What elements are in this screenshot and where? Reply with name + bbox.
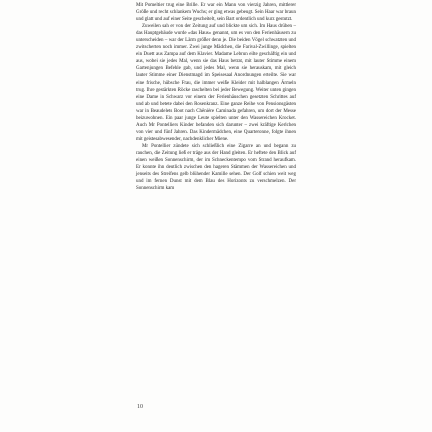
page-number: 10 (137, 404, 143, 410)
body-text (136, 2, 296, 192)
paragraph: Zuweilen sah er von der Zeitung auf und blickte um sich. Im Haus drüben – das Hauptgebäude wurde »das Haus« genannt, um es von den Ferienhäusern zu unterscheiden – war der Lärm größer denn je. Die beiden Vögel schwatzten und zwitscherten noch immer. Zwei junge Mädchen, die Farival-Zwillinge, spielten ein Duett aus Zampa auf dem Klavier. Madame Lebrun eilte geschäftig ein und aus, wobei sie jedes Mal, wenn sie das Haus betrat, mit lauter Stimme einem Gartenjungen Befehle gab, und jedes Mal, wenn sie herauskam, mit gleich lauter Stimme einer Dienstmagd im Speisesaal Anordnungen erteilte. Sie war eine frische, hübsche Frau, die immer weiße Kleider mit halblangen Ärmeln trug. Ihre gestärkten Röcke raschelten bei jeder Bewegung. Weiter unten gingen eine Dame in Schwarz vor einem der Ferienhäuschen gesetzten Schrittes auf und ab und betete dabei den Rosenkranz. Eine ganze Reihe von Pensionsgästen war in Beaudelets Boot nach Chênière Caminada gefahren, um dort der Messe beizuwohnen. Ein paar junge Leute spielten unter den Wassereichen Krocket. Auch Mr Pontelliers Kinder befanden sich darunter – zwei kräftige Kerlchen von vier und fünf Jahren. Das Kindermädchen, eine Quarteronne, folgte ihnen mit geistesabwesender, nachdenklicher Miene. (136, 24, 296, 142)
paragraph: Mit Pomeltier trug eine Brille. Er war ein Mann von vierzig Jahren, mittlerer Größe und recht schlankem Wuchs; er ging etwas gebeugt. Sein Haar war braun und glatt und auf einer Seite gescheitelt, sein Bart ordentlich und kurz gestutzt. (136, 3, 296, 23)
paragraph: Mr Pontellier zündete sich schließlich eine Zigarre an und begann zu rauchen, die Zeitung ließ er träge aus der Hand gleiten. Er heftete den Blick auf einen weißen Sonnenschirm, der im Schneckentempo vom Strand heraufkam. Er konnte ihn deutlich zwischen den hageren Stämmen der Wassereichen und jenseits des Streifens gelb blühender Kamille sehen. Der Golf schien weit weg und im fernen Dunst mit dem Blau des Horizonts zu verschmelzen. Der Sonnenschirm kam (136, 143, 296, 192)
